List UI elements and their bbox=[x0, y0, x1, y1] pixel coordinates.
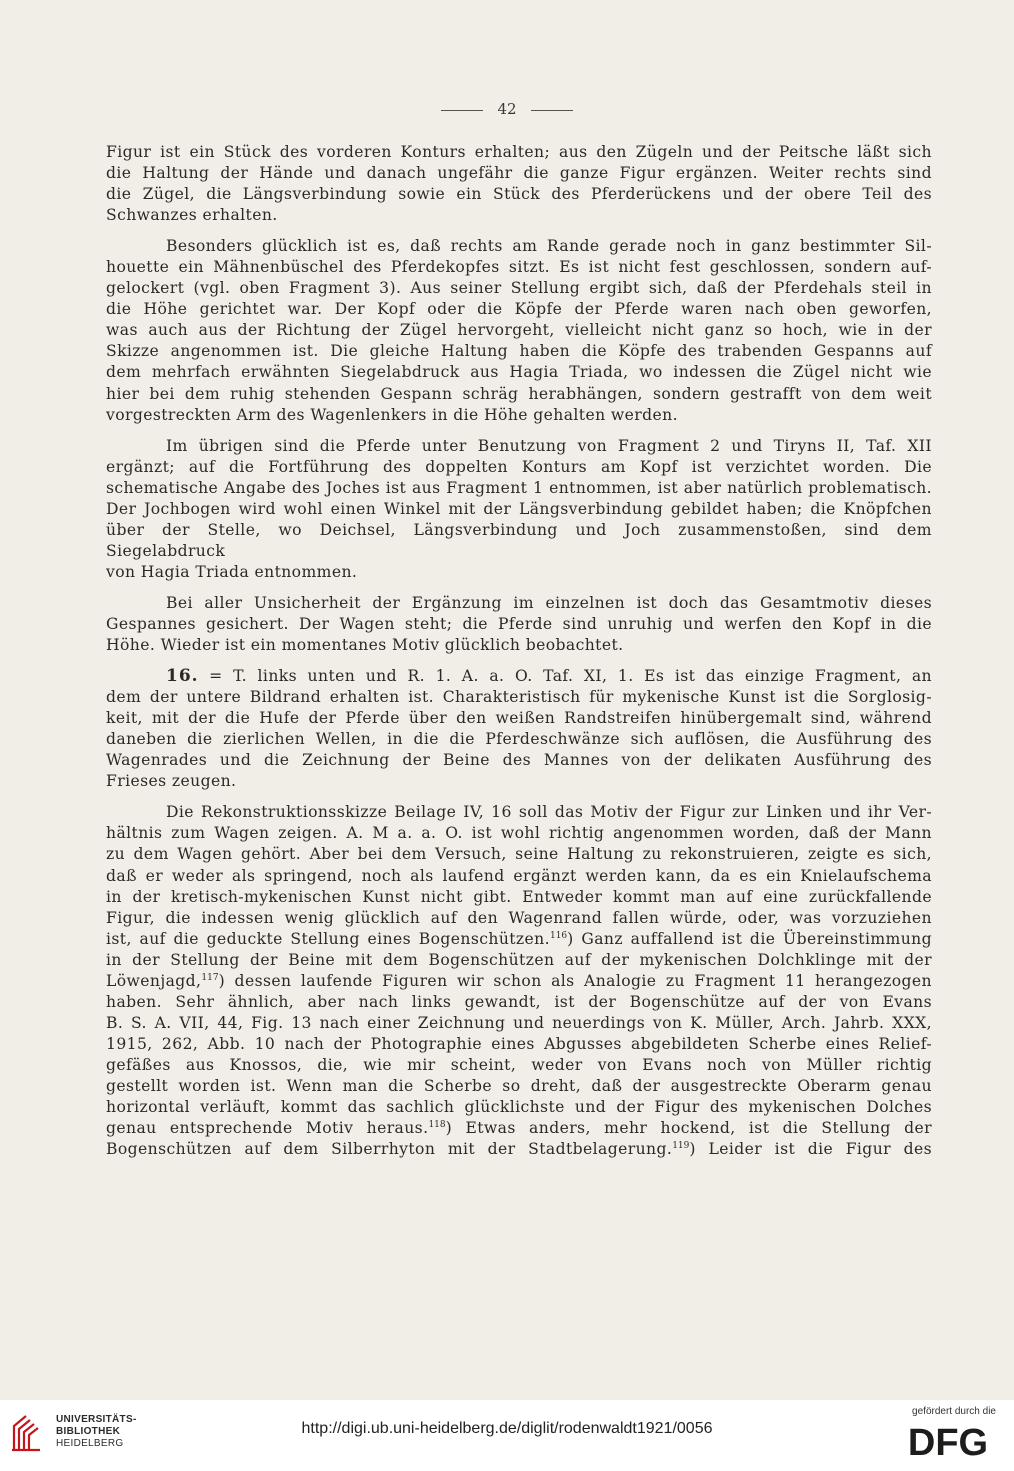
text-line: daß er weder als springend, noch als laufend ergänzt werden kann, da es ein Knielaufschema bbox=[106, 866, 932, 885]
text-line: Gespannes gesichert. Der Wagen steht; die Pferde sind unruhig und werfen den Kopf in die bbox=[106, 614, 932, 633]
text-line-with-footnote bbox=[106, 929, 932, 950]
text-line: Der Jochbogen wird wohl einen Winkel mit der Längsverbindung gebildet haben; die Knöpfchen bbox=[106, 499, 932, 518]
text-line: schematische Angabe des Joches ist aus Fragment 1 entnommen, ist aber natürlich problematisch. bbox=[106, 478, 932, 497]
text-line-with-footnote bbox=[106, 1139, 932, 1160]
text-span: Bogenschützen auf dem Silberrhyton mit der Stadtbelagerung. bbox=[106, 1140, 673, 1159]
text-span: Löwenjagd, bbox=[106, 971, 202, 990]
text-line: Skizze angenommen ist. Die gleiche Haltung haben die Köpfe des trabenden Gespanns auf bbox=[106, 342, 932, 361]
text-line: Besonders glücklich ist es, daß rechts am Rande gerade noch in ganz bestimmter Sil- bbox=[166, 237, 932, 256]
text-line: houette ein Mähnenbüschel des Pferdekopfes sitzt. Es ist nicht fest geschlossen, sondern auf- bbox=[106, 258, 932, 277]
text-line: die Höhe gerichtet war. Der Kopf oder die Köpfe der Pferde waren nach oben geworfen, bbox=[106, 300, 932, 319]
library-name-line: UNIVERSITÄTS- bbox=[56, 1414, 137, 1425]
text-line: Figur, die indessen wenig glücklich auf den Wagenrand fallen würde, oder, was vorzuziehen bbox=[106, 908, 932, 927]
text-line: von Hagia Triada entnommen. bbox=[106, 562, 358, 581]
text-line: hier bei dem ruhig stehenden Gespann schräg herabhängen, sondern gestrafft von dem weit bbox=[106, 384, 932, 403]
text-line: ergänzt; auf die Fortführung des doppelten Konturs am Kopf ist verzichtet worden. Die bbox=[106, 457, 932, 476]
library-name-line: HEIDELBERG bbox=[56, 1438, 124, 1449]
text-line: dem der untere Bildrand erhalten ist. Charakteristisch für mykenische Kunst ist die Sorglosig- bbox=[106, 688, 932, 707]
fragment-number: 16. bbox=[166, 666, 199, 687]
fragment-16-first-line bbox=[106, 666, 932, 687]
footnote-ref: 118 bbox=[428, 1120, 446, 1131]
text-line: daneben die zierlichen Wellen, in die die Pferdeschwänze sich auflösen, die Ausführung des bbox=[106, 730, 932, 749]
dfg-logo-icon bbox=[898, 1422, 998, 1458]
page-number: 42 bbox=[497, 100, 517, 118]
text-line: Bei aller Unsicherheit der Ergänzung im einzelnen ist doch das Gesamtmotiv dieses bbox=[166, 593, 932, 612]
text-line: 1915, 262, Abb. 10 nach der Photographie eines Abgusses abgebildeten Scherbe eines Relief- bbox=[106, 1034, 932, 1053]
digitization-footer bbox=[0, 1400, 1014, 1471]
text-line: gelockert (vgl. oben Fragment 3). Aus seiner Stellung ergibt sich, daß der Pferdehals steil in bbox=[106, 279, 932, 298]
text-line: gefäßes aus Knossos, die, wie mir scheint, weder von Evans noch von Müller richtig bbox=[106, 1055, 932, 1074]
text-span: genau entsprechende Motiv heraus. bbox=[106, 1119, 429, 1138]
text-line: Im übrigen sind die Pferde unter Benutzung von Fragment 2 und Tiryns II, Taf. XII bbox=[166, 436, 932, 455]
text-line: in der kretisch-mykenischen Kunst nicht gibt. Entweder kommt man auf eine zurückfallende bbox=[106, 887, 932, 906]
text-line: keit, mit der die Hufe der Pferde über den weißen Randstreifen hinübergemalt sind, während bbox=[106, 709, 932, 728]
text-line: hältnis zum Wagen zeigen. A. M a. a. O. ist wohl richtig angenommen worden, daß der Mann bbox=[106, 824, 932, 843]
text-line: in der Stellung der Beine mit dem Bogenschützen auf der mykenischen Dolchklinge mit der bbox=[106, 950, 932, 969]
text-line: zu dem Wagen gehört. Aber bei dem Versuch, seine Haltung zu rekonstruieren, zeigte es sich, bbox=[106, 845, 932, 864]
text-span: ) Etwas anders, mehr hockend, ist die Stellung der bbox=[445, 1119, 932, 1138]
library-name-line: BIBLIOTHEK bbox=[56, 1426, 121, 1437]
text-line: gestellt worden ist. Wenn man die Scherbe so dreht, daß der ausgestreckte Oberarm genau bbox=[106, 1076, 932, 1095]
text-line: B. S. A. VII, 44, Fig. 13 nach einer Zeichnung und neuerdings von K. Müller, Arch. Jahrb. XXX, bbox=[106, 1013, 932, 1032]
text-line: was auch aus der Richtung der Zügel hervorgeht, vielleicht nicht ganz so hoch, wie in der bbox=[106, 321, 932, 340]
text-span: ) Leider ist die Figur des bbox=[689, 1140, 932, 1159]
text-span: ) Ganz auffallend ist die Übereinstimmung bbox=[567, 929, 932, 948]
text-line-with-footnote bbox=[106, 1118, 932, 1139]
text-line: Höhe. Wieder ist ein momentanes Motiv glücklich beobachtet. bbox=[106, 636, 624, 655]
text-line: Wagenrades und die Zeichnung der Beine des Mannes von der delikaten Ausführung des bbox=[106, 751, 932, 770]
text-span: = T. links unten und R. 1. A. a. O. Taf. XI, 1. Es ist das einzige Fragment, an bbox=[209, 667, 932, 686]
text-line: Frieses zeugen. bbox=[106, 772, 237, 791]
text-line: haben. Sehr ähnlich, aber nach links gewandt, ist der Bogenschütze auf der von Evans bbox=[106, 992, 932, 1011]
text-line-with-footnote bbox=[106, 971, 932, 992]
text-line: die Haltung der Hände und danach ungefähr die ganze Figur ergänzen. Weiter rechts sind bbox=[106, 164, 932, 183]
footnote-ref: 119 bbox=[672, 1141, 690, 1152]
text-line: Schwanzes erhalten. bbox=[106, 206, 278, 225]
text-line: horizontal verläuft, kommt das sachlich glücklichste und der Figur des mykenischen Dolches bbox=[106, 1098, 932, 1117]
text-line: Figur ist ein Stück des vorderen Konturs erhalten; aus den Zügeln und der Peitsche läßt sich bbox=[106, 143, 932, 161]
text-line: über der Stelle, wo Deichsel, Längsverbindung und Joch zusammenstoßen, sind dem Siegelabdruck bbox=[106, 520, 932, 560]
funded-by-label: gefördert durch die bbox=[912, 1406, 996, 1417]
text-line: dem mehrfach erwähnten Siegelabdruck aus Hagia Triada, wo indessen die Zügel nicht wie bbox=[106, 363, 932, 382]
footnote-ref: 117 bbox=[201, 972, 219, 983]
dfg-logo-text: DFG bbox=[907, 1422, 989, 1458]
permalink-url[interactable]: http://digi.ub.uni-heidelberg.de/diglit/rodenwaldt1921/0056 bbox=[301, 1420, 713, 1437]
page-header bbox=[0, 100, 1014, 118]
header-rule-right bbox=[531, 110, 573, 111]
body-text bbox=[106, 142, 932, 1160]
text-line: die Zügel, die Längsverbindung sowie ein Stück des Pferderückens und der obere Teil des bbox=[106, 185, 932, 204]
text-span: ) dessen laufende Figuren wir schon als Analogie zu Fragment 11 herangezogen bbox=[218, 971, 932, 990]
footnote-ref: 116 bbox=[549, 930, 568, 941]
text-line: vorgestreckten Arm des Wagenlenkers in die Höhe gehalten werden. bbox=[106, 405, 678, 424]
text-line: Die Rekonstruktionsskizze Beilage IV, 16 soll das Motiv der Figur zur Linken und ihr Ver- bbox=[166, 803, 932, 822]
text-span: ist, auf die geduckte Stellung eines Bogenschützen. bbox=[106, 929, 550, 948]
header-rule-left bbox=[441, 110, 483, 111]
